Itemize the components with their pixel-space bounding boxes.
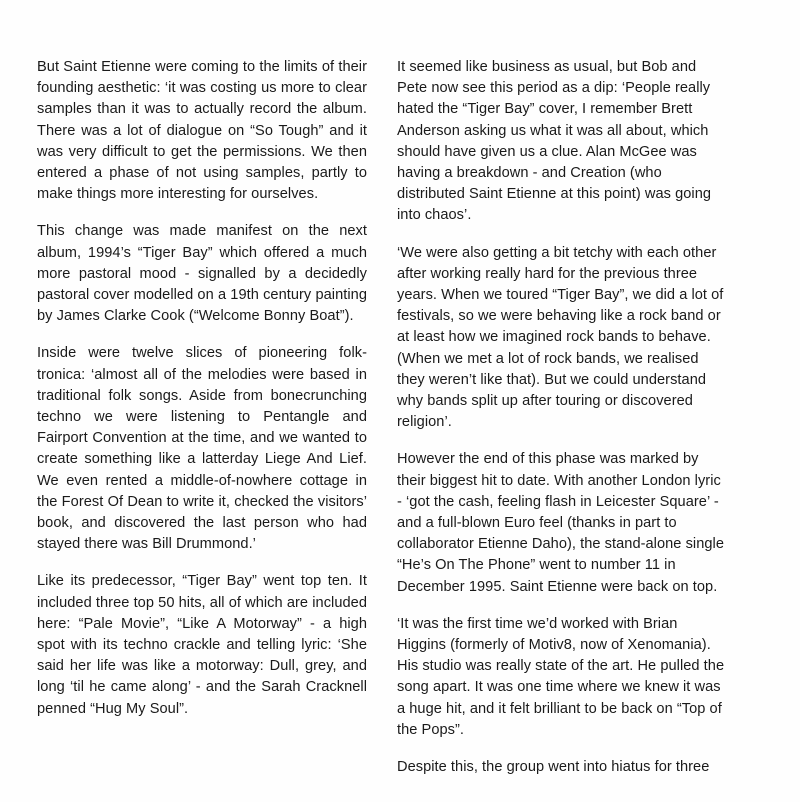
paragraph: Despite this, the group went into hiatus for three [397,759,710,776]
paragraph: However the end of this phase was marked by their biggest hit to date. With another London lyric - ‘got the cash, feeling flash in Leicester Square’ - and a full-blown Euro feel (thanks in part to collaborator Etienne Daho), the stand-alone single “He’s On The Phone” went to number 11 in December 1995. Saint Etienne were back on top. [397,451,725,595]
paragraph: It seemed like business as usual, but Bob and Pete now see this period as a dip: ‘People really hated the “Tiger Bay” cover, I remember Brett Anderson asking us what it was all about, which should have given us a clue. Alan McGee was having a breakdown - and Creation (who distributed Saint Etienne at this point) was going into chaos’. [397,59,712,224]
paragraph: ‘We were also getting a bit tetchy with each other after working really hard for the previous three years. When we toured “Tiger Bay”, we did a lot of festivals, so we were behaving like a rock band or at least how we imagined rock bands to behave. (When we met a lot of rock bands, we realised they weren’t like that). But we could understand why bands split up after touring or discovered religion’. [397,244,724,431]
right-column [397,57,727,794]
paragraph: But Saint Etienne were coming to the limits of their founding aesthetic: ‘it was costing us more to clear samples than it was to actually record the album. There was a lot of dialogue on “So Tough” and it was very difficult to get the permissions. We then entered a phase of not using samples, partly to make things more interesting for ourselves. [37,59,367,203]
paragraph: Like its predecessor, “Tiger Bay” went top ten. It included three top 50 hits, all of which are included here: “Pale Movie”, “Like A Motorway” - a high spot with its techno crackle and telling lyric: ‘She said her life was like a motorway: Dull, grey, and long ‘til he came along’ - and the Sarah Cracknell penned “Hug My Soul”. [37,573,367,717]
paragraph: ‘It was the first time we’d worked with Brian Higgins (formerly of Motiv8, now of Xenomania). His studio was really state of the art. He pulled the song apart. It was one time where we knew it was a huge hit, and it felt brilliant to be back on “Top of the Pops”. [397,615,725,738]
paragraph: Inside were twelve slices of pioneering folk-tronica: ‘almost all of the melodies were based in traditional folk songs. Aside from bonecrunching techno we were listening to Pentangle and Fairport Convention at the time, and we wanted to create something like a latterday Liege And Lief. We even rented a middle-of-nowhere cottage in the Forest Of Dean to write it, checked the visitors’ book, and discovered the last person who had stayed there was Bill Drummond.’ [37,345,367,553]
paragraph: This change was made manifest on the next album, 1994’s “Tiger Bay” which offered a much more pastoral mood - signalled by a decidedly pastoral cover modelled on a 19th century painting by James Clarke Cook (“Welcome Bonny Boat”). [37,223,367,325]
left-column [37,57,367,736]
